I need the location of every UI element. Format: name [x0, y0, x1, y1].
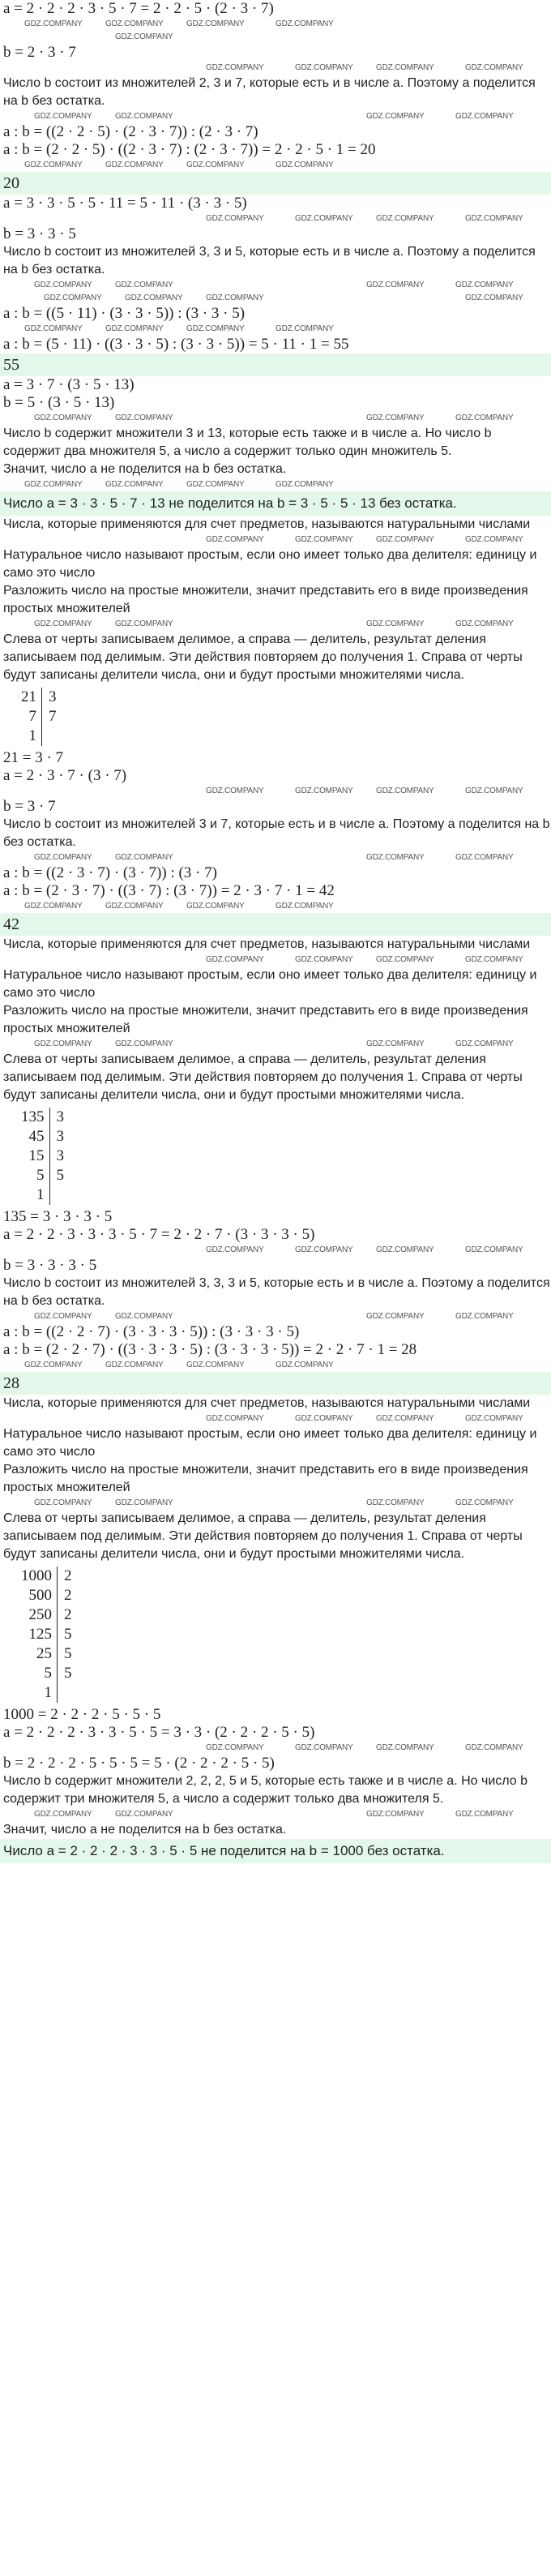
text-paragraph: Натуральное число называют простым, если оно имеет только два делителя: единицу и само это число [3, 968, 540, 1000]
watermark-text: GDZ.COMPANY [455, 1312, 514, 1321]
watermark-text: GDZ.COMPANY [455, 112, 514, 121]
watermark-text: GDZ.COMPANY [366, 281, 425, 289]
dividend-cell: 7 [28, 708, 36, 725]
watermark-row [0, 323, 551, 336]
watermark-row [0, 412, 551, 425]
watermark-text: GDZ.COMPANY [276, 19, 334, 28]
watermark-row [0, 1359, 551, 1372]
watermark-text: GDZ.COMPANY [105, 902, 164, 911]
math-line: a : b = (2 · 3 · 7) · ((3 · 7) : (3 · 7)) = 2 · 3 · 7 · 1 = 42 [3, 882, 335, 899]
watermark-row [0, 110, 551, 123]
watermark-text: GDZ.COMPANY [276, 480, 334, 489]
watermark-text: GDZ.COMPANY [295, 214, 353, 223]
watermark-row [0, 534, 551, 546]
dividend-cell: 25 [36, 1645, 52, 1662]
text-paragraph: Значит, число a не поделится на b без остатка. [3, 462, 287, 476]
watermark-text: GDZ.COMPANY [376, 955, 434, 964]
divisor-cell [49, 1185, 69, 1205]
watermark-text: GDZ.COMPANY [206, 1245, 264, 1254]
watermark-text: GDZ.COMPANY [295, 63, 353, 72]
text-paragraph: Разложить число на простые множители, значит представить его в виде произведения простых множителей [3, 1463, 532, 1494]
watermark-row [0, 292, 551, 305]
divisor-cell: 3 [49, 1108, 69, 1127]
watermark-text: GDZ.COMPANY [34, 1312, 92, 1321]
watermark-text: GDZ.COMPANY [24, 19, 83, 28]
math-line: a : b = (5 · 11) · ((3 · 3 · 5) : (3 · 3 · 5)) = 5 · 11 · 1 = 55 [3, 336, 349, 353]
watermark-text: GDZ.COMPANY [186, 324, 245, 333]
watermark-text: GDZ.COMPANY [206, 63, 264, 72]
watermark-text: GDZ.COMPANY [34, 1498, 92, 1507]
watermark-text: GDZ.COMPANY [465, 787, 523, 795]
text-paragraph: Значит, число a не поделится на b без остатка. [3, 1823, 287, 1837]
dividend-cell: 15 [28, 1147, 45, 1164]
dividend-cell: 45 [28, 1128, 45, 1145]
watermark-row [0, 1412, 551, 1425]
watermark-text: GDZ.COMPANY [115, 1810, 173, 1819]
math-line: a : b = ((2 · 2 · 7) · (3 · 3 · 3 · 5)) : (3 · 3 · 3 · 5) [3, 1323, 300, 1340]
watermark-text: GDZ.COMPANY [186, 161, 245, 169]
text-paragraph: Число b состоит из множителей 3 и 7, которые есть и в числе a. Поэтому a поделится на b без остатка. [3, 817, 550, 849]
watermark-text: GDZ.COMPANY [465, 1414, 523, 1423]
watermark-row [0, 851, 551, 864]
divisor-cell: 3 [42, 688, 62, 707]
watermark-row [0, 212, 551, 225]
dividend-cell: 1000 [21, 1567, 52, 1584]
watermark-text: GDZ.COMPANY [34, 853, 92, 862]
watermark-text: GDZ.COMPANY [366, 1039, 425, 1048]
watermark-text: GDZ.COMPANY [24, 480, 83, 489]
division-table [16, 1563, 551, 1706]
divisor-cell: 7 [42, 707, 62, 727]
watermark-text: GDZ.COMPANY [105, 19, 164, 28]
watermark-text: GDZ.COMPANY [115, 619, 173, 628]
watermark-row [0, 159, 551, 172]
watermark-text: GDZ.COMPANY [376, 1245, 434, 1254]
watermark-text: GDZ.COMPANY [455, 1498, 514, 1507]
math-line: a = 3 · 3 · 5 · 5 · 11 = 5 · 11 · (3 · 3 · 5) [3, 195, 247, 212]
watermark-row [0, 279, 551, 292]
divisor-cell: 5 [58, 1644, 77, 1664]
math-line: 135 = 3 · 3 · 3 · 5 [3, 1208, 113, 1225]
watermark-text: GDZ.COMPANY [34, 281, 92, 289]
watermark-row [0, 1310, 551, 1323]
answer-bar: 28 [0, 1372, 551, 1395]
watermark-text: GDZ.COMPANY [206, 1414, 264, 1423]
watermark-text: GDZ.COMPANY [295, 1245, 353, 1254]
math-line: a = 2 · 2 · 2 · 3 · 5 · 7 = 2 · 2 · 5 · (2 · 3 · 7) [3, 0, 274, 17]
divisor-cell: 3 [49, 1127, 69, 1147]
watermark-text: GDZ.COMPANY [186, 902, 245, 911]
dividend-cell: 500 [28, 1587, 52, 1604]
watermark-text: GDZ.COMPANY [34, 1039, 92, 1048]
text-paragraph: Число b состоит из множителей 2, 3 и 7, которые есть и в числе a. Поэтому a поделится на b без остатка. [3, 76, 540, 108]
watermark-text: GDZ.COMPANY [465, 535, 523, 544]
math-line: a : b = ((5 · 11) · (3 · 3 · 5)) : (3 · 3 · 5) [3, 305, 246, 322]
watermark-text: GDZ.COMPANY [115, 1039, 173, 1048]
watermark-text: GDZ.COMPANY [376, 787, 434, 795]
watermark-text: GDZ.COMPANY [366, 619, 425, 628]
text-paragraph: Числа, которые применяются для счет предметов, называются натуральными числами [3, 937, 531, 951]
math-line: a = 2 · 3 · 7 · (3 · 7) [3, 767, 127, 784]
watermark-row [0, 62, 551, 75]
watermark-text: GDZ.COMPANY [115, 853, 173, 862]
text-paragraph: Слева от черты записываем делимое, а справа — делитель, результат деления записываем под делимым. Эти действия повторяем до получения 1. Справа от черты будут записаны делители числа, они и будут простыми множителями числа. [3, 1052, 527, 1102]
watermark-text: GDZ.COMPANY [366, 1498, 425, 1507]
watermark-text: GDZ.COMPANY [34, 1810, 92, 1819]
watermark-row [0, 785, 551, 798]
watermark-text: GDZ.COMPANY [455, 414, 514, 422]
text-paragraph: Числа, которые применяются для счет предметов, называются натуральными числами [3, 517, 531, 531]
watermark-text: GDZ.COMPANY [115, 32, 173, 41]
watermark-text: GDZ.COMPANY [465, 1245, 523, 1254]
math-line: a : b = ((2 · 3 · 7) · (3 · 7)) : (3 · 7) [3, 864, 217, 881]
dividend-cell: 5 [44, 1665, 52, 1682]
watermark-text: GDZ.COMPANY [276, 161, 334, 169]
watermark-text: GDZ.COMPANY [24, 324, 83, 333]
watermark-row [0, 1808, 551, 1821]
watermark-row [0, 478, 551, 491]
watermark-text: GDZ.COMPANY [24, 1361, 83, 1369]
watermark-text: GDZ.COMPANY [24, 902, 83, 911]
math-line: a : b = (2 · 2 · 5) · ((2 · 3 · 7) : (2 · 3 · 7)) = 2 · 2 · 5 · 1 = 20 [3, 141, 376, 158]
watermark-text: GDZ.COMPANY [115, 1498, 173, 1507]
conclusion-bar: Число a = 3 · 3 · 5 · 7 · 13 не поделится на b = 3 · 5 · 5 · 13 без остатка. [0, 491, 551, 516]
watermark-row [0, 618, 551, 631]
text-paragraph: Слева от черты записываем делимое, а справа — делитель, результат деления записываем под делимым. Эти действия повторяем до получения 1. Справа от черты будут записаны делители числа, они и будут простыми множителями числа. [3, 632, 527, 682]
watermark-text: GDZ.COMPANY [455, 1810, 514, 1819]
watermark-row [0, 1244, 551, 1257]
math-line: b = 3 · 3 · 5 [3, 225, 76, 242]
divisor-cell [58, 1683, 77, 1703]
watermark-text: GDZ.COMPANY [186, 19, 245, 28]
watermark-text: GDZ.COMPANY [465, 214, 523, 223]
watermark-text: GDZ.COMPANY [455, 853, 514, 862]
watermark-row [0, 1038, 551, 1051]
watermark-row [0, 900, 551, 913]
watermark-text: GDZ.COMPANY [115, 281, 173, 289]
math-line: a = 3 · 7 · (3 · 5 · 13) [3, 376, 135, 393]
watermark-text: GDZ.COMPANY [295, 1743, 353, 1752]
watermark-row [0, 954, 551, 967]
dividend-cell: 5 [36, 1167, 45, 1184]
watermark-text: GDZ.COMPANY [366, 414, 425, 422]
watermark-text: GDZ.COMPANY [376, 214, 434, 223]
watermark-text: GDZ.COMPANY [34, 414, 92, 422]
watermark-text: GDZ.COMPANY [295, 535, 353, 544]
division-table [16, 1104, 551, 1208]
text-paragraph: Натуральное число называют простым, если оно имеет только два делителя: единицу и само это число [3, 1427, 540, 1459]
watermark-row [0, 1742, 551, 1755]
answer-bar: 20 [0, 172, 551, 195]
watermark-text: GDZ.COMPANY [24, 161, 83, 169]
divisor-cell: 2 [58, 1605, 77, 1625]
watermark-text: GDZ.COMPANY [376, 1414, 434, 1423]
divisor-cell: 5 [58, 1625, 77, 1644]
watermark-text: GDZ.COMPANY [376, 63, 434, 72]
math-line: b = 2 · 2 · 2 · 5 · 5 · 5 = 5 · (2 · 2 · 2 · 5 · 5) [3, 1755, 275, 1772]
math-line: a = 2 · 2 · 2 · 3 · 3 · 5 · 5 = 3 · 3 · (2 · 2 · 2 · 5 · 5) [3, 1724, 315, 1741]
watermark-text: GDZ.COMPANY [105, 480, 164, 489]
math-line: a = 2 · 2 · 3 · 3 · 3 · 5 · 7 = 2 · 2 · 7 · (3 · 3 · 3 · 5) [3, 1226, 315, 1243]
watermark-text: GDZ.COMPANY [125, 294, 183, 302]
watermark-text: GDZ.COMPANY [276, 324, 334, 333]
watermark-text: GDZ.COMPANY [455, 619, 514, 628]
watermark-text: GDZ.COMPANY [206, 1743, 264, 1752]
watermark-text: GDZ.COMPANY [366, 112, 425, 121]
dividend-cell: 1 [36, 1186, 45, 1203]
math-line: b = 2 · 3 · 7 [3, 44, 76, 61]
dividend-cell: 1 [44, 1684, 52, 1701]
dividend-cell: 250 [28, 1606, 52, 1623]
text-paragraph: Числа, которые применяются для счет предметов, называются натуральными числами [3, 1396, 531, 1410]
text-paragraph: Число b содержит множители 3 и 13, которые есть также и в числе a. Но число b содержит два множителя 5, а число a содержит только один множитель 5. [3, 426, 495, 458]
watermark-text: GDZ.COMPANY [465, 1743, 523, 1752]
answer-bar: 42 [0, 913, 551, 936]
watermark-text: GDZ.COMPANY [186, 480, 245, 489]
text-paragraph: Число b состоит из множителей 3, 3, 3 и 5, которые есть и в числе a. Поэтому a поделится на b без остатка. [3, 1276, 550, 1308]
watermark-text: GDZ.COMPANY [376, 1743, 434, 1752]
divisor-cell [42, 727, 62, 746]
dividend-cell: 135 [21, 1108, 45, 1125]
math-line: a : b = (2 · 2 · 7) · ((3 · 3 · 3 · 5) : (3 · 3 · 3 · 5)) = 2 · 2 · 7 · 1 = 28 [3, 1341, 417, 1358]
text-paragraph: Разложить число на простые множители, значит представить его в виде произведения простых множителей [3, 1004, 532, 1035]
math-line: 1000 = 2 · 2 · 2 · 5 · 5 · 5 [3, 1706, 161, 1723]
watermark-text: GDZ.COMPANY [366, 853, 425, 862]
watermark-row [0, 1497, 551, 1510]
text-paragraph: Разложить число на простые множители, значит представить его в виде произведения простых множителей [3, 584, 532, 615]
text-paragraph: Число b содержит множители 2, 2, 2, 5 и 5, которые есть также и в числе a. Но число b содержит три множителя 5, а число a содержит только два множителя 5. [3, 1774, 532, 1806]
text-paragraph: Слева от черты записываем делимое, а справа — делитель, результат деления записываем под делимым. Эти действия повторяем до получения 1. Справа от черты будут записаны делители числа, они и будут простыми множителями числа. [3, 1511, 527, 1561]
watermark-text: GDZ.COMPANY [105, 161, 164, 169]
watermark-text: GDZ.COMPANY [455, 1039, 514, 1048]
watermark-text: GDZ.COMPANY [455, 281, 514, 289]
watermark-text: GDZ.COMPANY [465, 955, 523, 964]
watermark-text: GDZ.COMPANY [376, 535, 434, 544]
watermark-text: GDZ.COMPANY [44, 294, 102, 302]
watermark-text: GDZ.COMPANY [206, 955, 264, 964]
watermark-text: GDZ.COMPANY [295, 1414, 353, 1423]
watermark-text: GDZ.COMPANY [186, 1361, 245, 1369]
watermark-text: GDZ.COMPANY [206, 535, 264, 544]
math-line: b = 5 · (3 · 5 · 13) [3, 394, 115, 411]
watermark-text: GDZ.COMPANY [276, 902, 334, 911]
math-line: b = 3 · 3 · 3 · 5 [3, 1257, 97, 1274]
watermark-row [0, 18, 551, 31]
text-paragraph: Натуральное число называют простым, если оно имеет только два делителя: единицу и само это число [3, 548, 540, 580]
watermark-text: GDZ.COMPANY [465, 294, 523, 302]
watermark-text: GDZ.COMPANY [295, 787, 353, 795]
watermark-text: GDZ.COMPANY [465, 63, 523, 72]
dividend-cell: 21 [21, 688, 36, 705]
watermark-text: GDZ.COMPANY [115, 414, 173, 422]
watermark-text: GDZ.COMPANY [206, 787, 264, 795]
watermark-text: GDZ.COMPANY [105, 324, 164, 333]
divisor-cell: 2 [58, 1567, 77, 1586]
division-table [16, 684, 551, 749]
watermark-text: GDZ.COMPANY [366, 1312, 425, 1321]
watermark-row [0, 31, 551, 44]
text-paragraph: Число b состоит из множителей 3, 3 и 5, которые есть и в числе a. Поэтому a поделится на b без остатка. [3, 245, 540, 276]
dividend-cell: 125 [28, 1626, 52, 1643]
watermark-text: GDZ.COMPANY [115, 112, 173, 121]
watermark-text: GDZ.COMPANY [105, 1361, 164, 1369]
math-line: a : b = ((2 · 2 · 5) · (2 · 3 · 7)) : (2 · 3 · 7) [3, 123, 258, 140]
watermark-text: GDZ.COMPANY [206, 214, 264, 223]
conclusion-bar: Число a = 2 · 2 · 2 · 3 · 3 · 5 · 5 не поделится на b = 1000 без остатка. [0, 1839, 551, 1863]
divisor-cell: 2 [58, 1586, 77, 1605]
divisor-cell: 5 [58, 1664, 77, 1683]
watermark-text: GDZ.COMPANY [366, 1810, 425, 1819]
dividend-cell: 1 [28, 727, 36, 744]
divisor-cell: 3 [49, 1147, 69, 1166]
watermark-text: GDZ.COMPANY [34, 619, 92, 628]
divisor-cell: 5 [49, 1166, 69, 1185]
watermark-text: GDZ.COMPANY [276, 1361, 334, 1369]
watermark-text: GDZ.COMPANY [295, 955, 353, 964]
answer-bar: 55 [0, 354, 551, 376]
math-line: b = 3 · 7 [3, 798, 56, 815]
watermark-text: GDZ.COMPANY [34, 112, 92, 121]
watermark-text: GDZ.COMPANY [206, 294, 264, 302]
watermark-text: GDZ.COMPANY [115, 1312, 173, 1321]
math-line: 21 = 3 · 7 [3, 749, 64, 766]
